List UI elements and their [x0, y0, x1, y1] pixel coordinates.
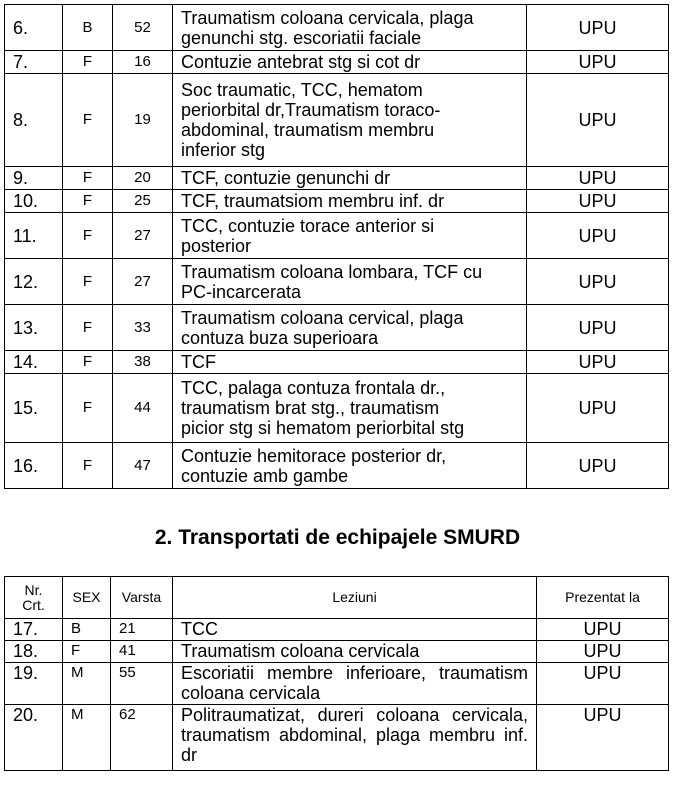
- row-destination: UPU: [537, 619, 669, 641]
- table-row: [5, 167, 669, 190]
- row-sex: F: [63, 351, 113, 374]
- row-age: 27: [113, 213, 173, 259]
- row-age: 25: [113, 190, 173, 213]
- row-age: 55: [111, 663, 173, 705]
- row-number: 9.: [5, 167, 63, 190]
- row-age: 44: [113, 374, 173, 443]
- row-number: 20.: [5, 705, 63, 771]
- table-row: [5, 74, 669, 167]
- leziuni-line: TCF, traumatsiom membru inf. dr: [181, 191, 445, 211]
- row-sex: F: [63, 305, 113, 351]
- row-number: 13.: [5, 305, 63, 351]
- victims-table-smurd: [4, 576, 669, 771]
- leziuni-line: contuzie amb gambe: [181, 465, 349, 486]
- leziuni-line: PC-incarcerata: [181, 281, 302, 302]
- leziuni-line: inferior stg: [181, 140, 266, 160]
- victims-table-ambulance: [4, 4, 669, 489]
- row-leziuni: [173, 443, 527, 489]
- table-row: [5, 641, 669, 663]
- row-leziuni: [173, 167, 527, 190]
- row-age: 27: [113, 259, 173, 305]
- leziuni-line: contuza buza superioara: [181, 327, 379, 348]
- row-sex: F: [63, 443, 113, 489]
- row-sex: F: [63, 167, 113, 190]
- leziuni-line: Soc traumatic, TCC, hematom: [181, 80, 423, 100]
- row-destination: UPU: [527, 74, 669, 167]
- header-leziuni: Leziuni: [173, 577, 537, 619]
- leziuni-line: genunchi stg. escoriatii faciale: [181, 27, 422, 48]
- table-row: [5, 705, 669, 771]
- section-title: 2. Transportati de echipajele SMURD: [154, 526, 521, 549]
- row-age: 16: [113, 51, 173, 74]
- row-sex: B: [63, 5, 113, 51]
- leziuni-line: abdominal, traumatism membru: [181, 120, 435, 140]
- row-age: 21: [111, 619, 173, 641]
- table-row: [5, 619, 669, 641]
- row-destination: UPU: [527, 5, 669, 51]
- row-age: 52: [113, 5, 173, 51]
- table-row: [5, 259, 669, 305]
- header-age: Varsta: [111, 577, 173, 619]
- row-leziuni: Escoriatii membre inferioare, traumatism coloana cervicala: [173, 663, 537, 705]
- row-destination: UPU: [537, 705, 669, 771]
- row-destination: UPU: [527, 259, 669, 305]
- row-sex: F: [63, 213, 113, 259]
- row-number: 17.: [5, 619, 63, 641]
- leziuni-line: Traumatism coloana cervical, plaga: [181, 307, 464, 328]
- row-number: 12.: [5, 259, 63, 305]
- leziuni-line: periorbital dr,Traumatism toraco-: [181, 100, 441, 120]
- table-row: [5, 190, 669, 213]
- row-sex: F: [63, 374, 113, 443]
- row-leziuni: [173, 74, 527, 167]
- row-number: 18.: [5, 641, 63, 663]
- leziuni-line: TCC, palaga contuza frontala dr.,: [181, 378, 446, 398]
- row-destination: UPU: [527, 305, 669, 351]
- row-number: 7.: [5, 51, 63, 74]
- header-sex: SEX: [63, 577, 111, 619]
- leziuni-line: Contuzie antebrat stg si cot dr: [181, 52, 421, 72]
- row-destination: UPU: [527, 51, 669, 74]
- table-row: [5, 305, 669, 351]
- leziuni-line: Traumatism coloana lombara, TCF cu: [181, 261, 483, 282]
- leziuni-line: posterior: [181, 235, 252, 256]
- table-row: [5, 443, 669, 489]
- row-sex: F: [63, 641, 111, 663]
- table-header-row: [5, 577, 669, 619]
- row-sex: F: [63, 74, 113, 167]
- row-age: 38: [113, 351, 173, 374]
- header-nr: Nr. Crt.: [5, 577, 63, 619]
- row-number: 6.: [5, 5, 63, 51]
- row-number: 19.: [5, 663, 63, 705]
- row-leziuni: [173, 351, 527, 374]
- leziuni-line: traumatism brat stg., traumatism: [181, 398, 440, 418]
- row-leziuni: TCC: [173, 619, 537, 641]
- row-sex: B: [63, 619, 111, 641]
- row-leziuni: Politraumatizat, dureri coloana cervicala, traumatism abdominal, plaga membru inf. dr: [173, 705, 537, 771]
- row-destination: UPU: [527, 374, 669, 443]
- table-row: [5, 51, 669, 74]
- row-leziuni: [173, 5, 527, 51]
- row-leziuni: [173, 259, 527, 305]
- row-sex: F: [63, 259, 113, 305]
- row-destination: UPU: [527, 443, 669, 489]
- row-leziuni: [173, 213, 527, 259]
- row-age: 41: [111, 641, 173, 663]
- row-destination: UPU: [527, 351, 669, 374]
- table-row: [5, 374, 669, 443]
- row-destination: UPU: [527, 167, 669, 190]
- row-sex: F: [63, 51, 113, 74]
- row-number: 11.: [5, 213, 63, 259]
- row-leziuni: [173, 305, 527, 351]
- row-number: 10.: [5, 190, 63, 213]
- row-destination: UPU: [537, 663, 669, 705]
- row-number: 16.: [5, 443, 63, 489]
- row-leziuni: [173, 374, 527, 443]
- leziuni-line: Contuzie hemitorace posterior dr,: [181, 445, 447, 466]
- leziuni-line: Traumatism coloana cervicala, plaga: [181, 7, 474, 28]
- table-row: [5, 663, 669, 705]
- row-age: 20: [113, 167, 173, 190]
- row-leziuni: [173, 51, 527, 74]
- header-destination: Prezentat la: [537, 577, 669, 619]
- row-number: 14.: [5, 351, 63, 374]
- row-destination: UPU: [537, 641, 669, 663]
- row-age: 47: [113, 443, 173, 489]
- row-age: 33: [113, 305, 173, 351]
- row-sex: M: [63, 663, 111, 705]
- table-row: [5, 351, 669, 374]
- leziuni-line: TCF, contuzie genunchi dr: [181, 168, 391, 188]
- row-leziuni: [173, 190, 527, 213]
- row-destination: UPU: [527, 213, 669, 259]
- row-age: 62: [111, 705, 173, 771]
- table-row: [5, 5, 669, 51]
- row-number: 8.: [5, 74, 63, 167]
- row-leziuni: Traumatism coloana cervicala: [173, 641, 537, 663]
- table-row: [5, 213, 669, 259]
- row-sex: F: [63, 190, 113, 213]
- leziuni-line: picior stg si hematom periorbital stg: [181, 418, 465, 438]
- row-age: 19: [113, 74, 173, 167]
- row-destination: UPU: [527, 190, 669, 213]
- leziuni-line: TCF: [181, 352, 216, 372]
- row-sex: M: [63, 705, 111, 771]
- leziuni-line: TCC, contuzie torace anterior si: [181, 215, 435, 236]
- row-number: 15.: [5, 374, 63, 443]
